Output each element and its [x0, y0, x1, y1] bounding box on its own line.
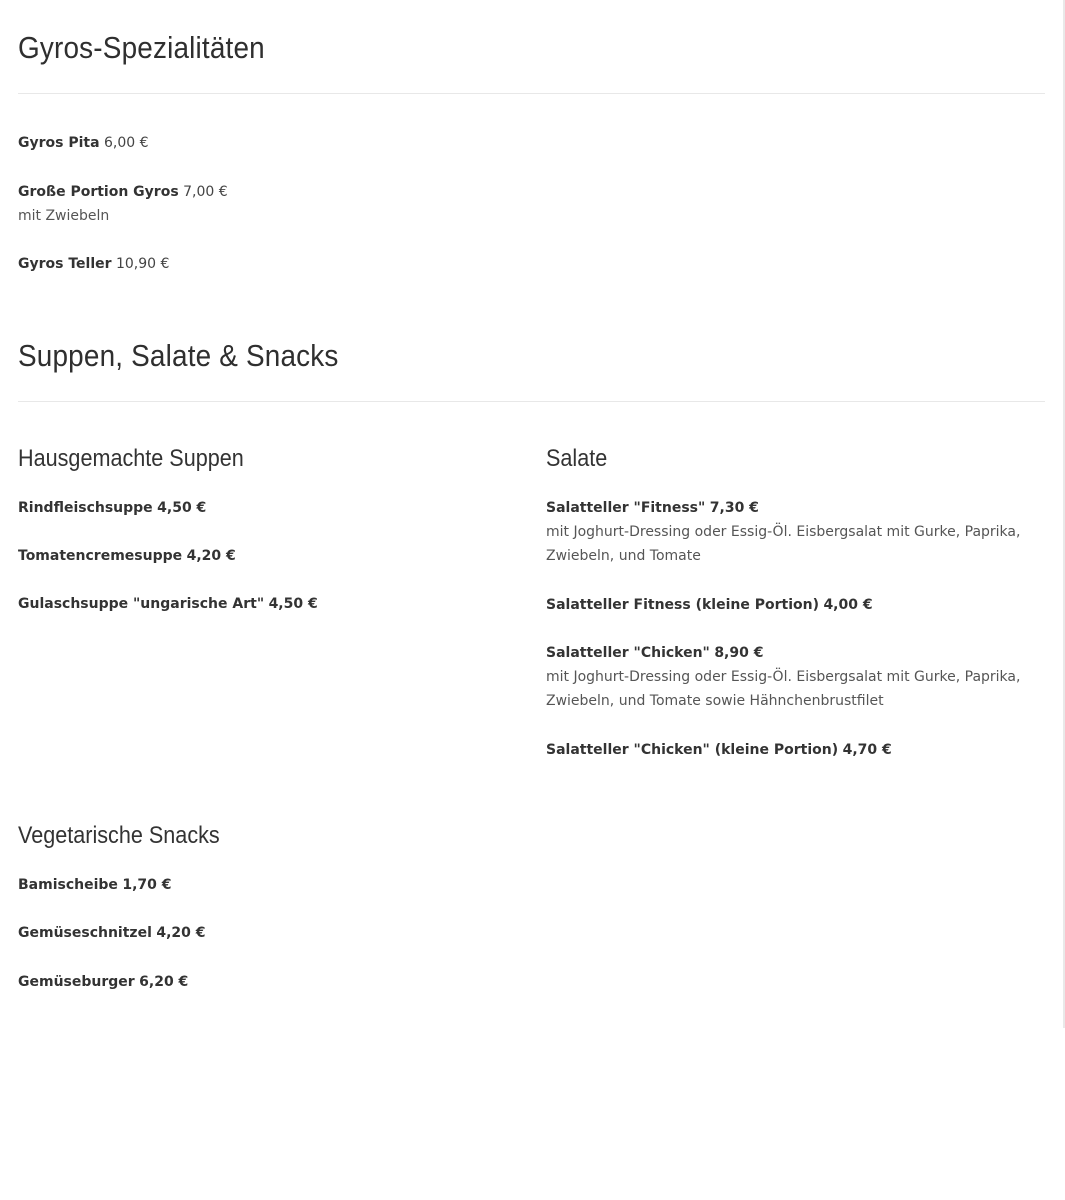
menu-item	[18, 496, 206, 520]
menu-item	[18, 873, 172, 897]
menu-item	[18, 131, 149, 155]
subsection-title-salads: Salate	[546, 445, 608, 472]
menu-item	[18, 544, 236, 568]
item-description: Zwiebeln, und Tomate sowie Hähnchenbrustfilet	[546, 693, 884, 709]
menu-item	[18, 921, 206, 945]
item-price: 4,20 €	[186, 548, 236, 564]
item-name: Gulaschsuppe "ungarische Art"	[18, 596, 265, 612]
item-name: Salatteller Fitness (kleine Portion)	[546, 597, 819, 613]
item-price: 1,70 €	[122, 877, 172, 893]
menu-item	[18, 592, 318, 616]
item-price: 8,90 €	[714, 645, 764, 661]
item-price: 4,00 €	[823, 597, 873, 613]
item-name: Gemüseschnitzel	[18, 925, 152, 941]
section-title-soups-salads-snacks: Suppen, Salate & Snacks	[18, 338, 339, 373]
item-price: 7,30 €	[709, 500, 759, 516]
item-price: 6,00 €	[104, 135, 149, 151]
item-price: 7,00 €	[183, 184, 228, 200]
subsection-title-veg-snacks: Vegetarische Snacks	[18, 822, 220, 849]
item-name: Tomatencremesuppe	[18, 548, 183, 564]
item-name: Gyros Pita	[18, 135, 100, 151]
item-name: Gemüseburger	[18, 974, 135, 990]
item-price: 10,90 €	[115, 256, 170, 272]
menu-item	[18, 970, 188, 994]
menu-item	[18, 252, 169, 276]
item-name: Rindfleischsuppe	[18, 500, 153, 516]
menu-item	[18, 180, 228, 228]
item-name: Salatteller "Chicken" (kleine Portion)	[546, 742, 839, 758]
item-description: Zwiebeln, und Tomate	[546, 548, 701, 564]
menu-item	[546, 641, 1036, 713]
menu-item	[546, 496, 1036, 568]
item-description: mit Joghurt-Dressing oder Essig-Öl. Eisbergsalat mit Gurke, Paprika,	[546, 669, 1021, 685]
item-name: Salatteller "Fitness"	[546, 500, 706, 516]
section-divider	[18, 93, 1045, 94]
item-name: Gyros Teller	[18, 256, 112, 272]
item-price: 4,50 €	[268, 596, 318, 612]
section-title-gyros: Gyros-Spezialitäten	[18, 30, 265, 65]
item-price: 6,20 €	[139, 974, 189, 990]
item-name: Große Portion Gyros	[18, 184, 179, 200]
item-description: mit Joghurt-Dressing oder Essig-Öl. Eisbergsalat mit Gurke, Paprika,	[546, 524, 1021, 540]
item-price: 4,20 €	[156, 925, 206, 941]
item-description: mit Zwiebeln	[18, 208, 110, 224]
subsection-title-soups: Hausgemachte Suppen	[18, 445, 244, 472]
item-name: Salatteller "Chicken"	[546, 645, 710, 661]
section-divider	[18, 401, 1045, 402]
item-price: 4,70 €	[842, 742, 892, 758]
item-price: 4,50 €	[157, 500, 207, 516]
item-name: Bamischeibe	[18, 877, 118, 893]
menu-item	[546, 738, 892, 762]
menu-item	[546, 593, 873, 617]
